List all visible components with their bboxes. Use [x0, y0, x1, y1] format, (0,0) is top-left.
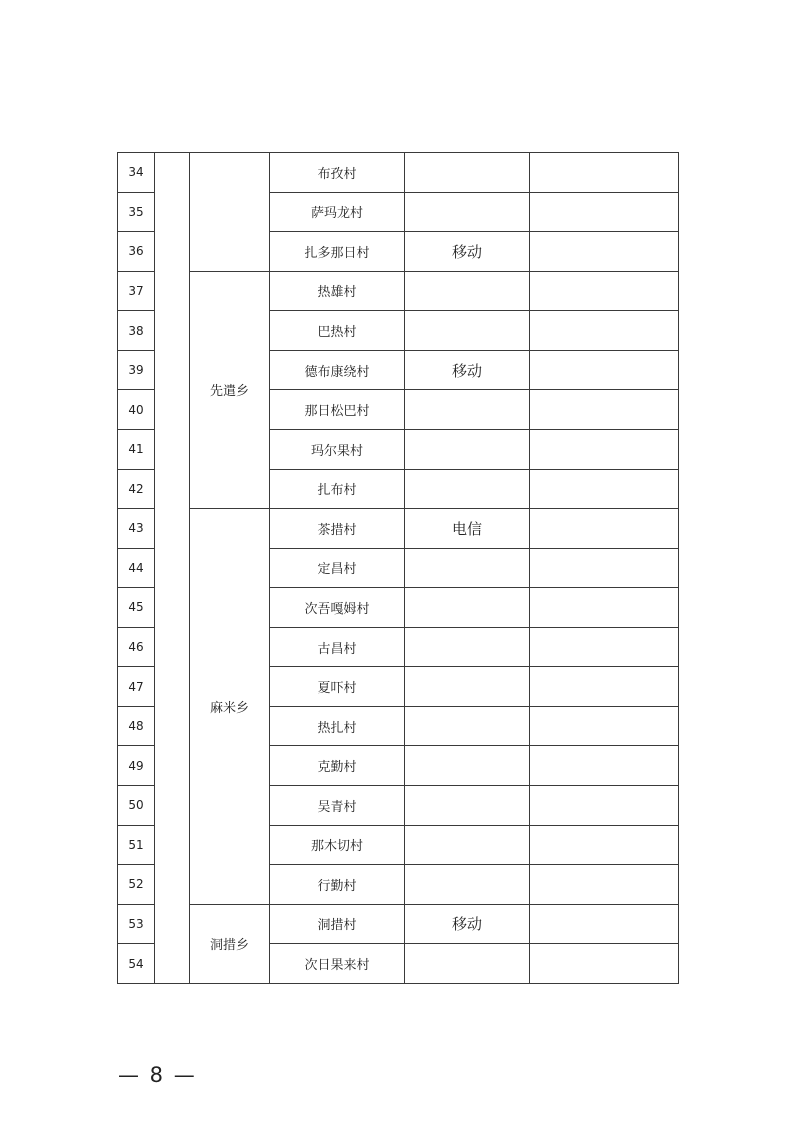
row-number: 36 [118, 232, 155, 272]
village-name: 热扎村 [270, 706, 405, 746]
row-number: 50 [118, 786, 155, 826]
row-number: 47 [118, 667, 155, 707]
carrier-cell [405, 390, 530, 430]
note-cell [530, 469, 679, 509]
village-name: 行勤村 [270, 865, 405, 905]
table-row [118, 271, 679, 311]
village-name: 夏吓村 [270, 667, 405, 707]
village-name: 玛尔果村 [270, 429, 405, 469]
note-cell [530, 350, 679, 390]
row-number: 53 [118, 904, 155, 944]
row-number: 44 [118, 548, 155, 588]
carrier-cell: 移动 [405, 232, 530, 272]
note-cell [530, 311, 679, 351]
row-number: 40 [118, 390, 155, 430]
table-row [118, 509, 679, 549]
note-cell [530, 390, 679, 430]
carrier-cell [405, 944, 530, 984]
note-cell [530, 825, 679, 865]
note-cell [530, 588, 679, 628]
note-cell [530, 627, 679, 667]
row-number: 41 [118, 429, 155, 469]
note-cell [530, 865, 679, 905]
village-name: 次吾嘎姆村 [270, 588, 405, 628]
row-number: 52 [118, 865, 155, 905]
note-cell [530, 786, 679, 826]
carrier-cell [405, 667, 530, 707]
village-table [117, 152, 679, 984]
village-name: 热雄村 [270, 271, 405, 311]
row-number: 51 [118, 825, 155, 865]
note-cell [530, 429, 679, 469]
village-name: 克勤村 [270, 746, 405, 786]
carrier-cell [405, 192, 530, 232]
page-number: — 8 — [118, 1063, 197, 1087]
village-name: 茶措村 [270, 509, 405, 549]
township-cell: 麻米乡 [190, 509, 270, 905]
village-name: 定昌村 [270, 548, 405, 588]
carrier-cell [405, 588, 530, 628]
note-cell [530, 509, 679, 549]
carrier-cell [405, 469, 530, 509]
table-row [118, 904, 679, 944]
village-name: 次日果来村 [270, 944, 405, 984]
row-number: 42 [118, 469, 155, 509]
carrier-cell: 移动 [405, 350, 530, 390]
note-cell [530, 271, 679, 311]
table-body [118, 153, 679, 984]
note-cell [530, 667, 679, 707]
carrier-cell [405, 153, 530, 193]
carrier-cell: 移动 [405, 904, 530, 944]
row-number: 34 [118, 153, 155, 193]
village-name: 萨玛龙村 [270, 192, 405, 232]
carrier-cell [405, 786, 530, 826]
village-name: 那日松巴村 [270, 390, 405, 430]
carrier-cell [405, 865, 530, 905]
row-number: 54 [118, 944, 155, 984]
village-name: 吴青村 [270, 786, 405, 826]
carrier-cell [405, 706, 530, 746]
carrier-cell [405, 429, 530, 469]
row-number: 45 [118, 588, 155, 628]
note-cell [530, 706, 679, 746]
row-number: 35 [118, 192, 155, 232]
row-number: 46 [118, 627, 155, 667]
note-cell [530, 232, 679, 272]
note-cell [530, 746, 679, 786]
row-number: 43 [118, 509, 155, 549]
county-cell [155, 153, 190, 984]
village-name: 那木切村 [270, 825, 405, 865]
table-row [118, 153, 679, 193]
township-cell: 先遣乡 [190, 271, 270, 508]
village-name: 布孜村 [270, 153, 405, 193]
carrier-cell [405, 627, 530, 667]
carrier-cell: 电信 [405, 509, 530, 549]
note-cell [530, 944, 679, 984]
township-cell: 洞措乡 [190, 904, 270, 983]
carrier-cell [405, 746, 530, 786]
carrier-cell [405, 271, 530, 311]
village-name: 古昌村 [270, 627, 405, 667]
note-cell [530, 192, 679, 232]
village-name: 扎布村 [270, 469, 405, 509]
village-name: 巴热村 [270, 311, 405, 351]
row-number: 38 [118, 311, 155, 351]
township-cell [190, 153, 270, 272]
village-name: 洞措村 [270, 904, 405, 944]
row-number: 48 [118, 706, 155, 746]
row-number: 39 [118, 350, 155, 390]
carrier-cell [405, 825, 530, 865]
note-cell [530, 548, 679, 588]
village-name: 德布康绕村 [270, 350, 405, 390]
village-name: 扎多那日村 [270, 232, 405, 272]
note-cell [530, 904, 679, 944]
note-cell [530, 153, 679, 193]
carrier-cell [405, 548, 530, 588]
carrier-cell [405, 311, 530, 351]
row-number: 49 [118, 746, 155, 786]
row-number: 37 [118, 271, 155, 311]
